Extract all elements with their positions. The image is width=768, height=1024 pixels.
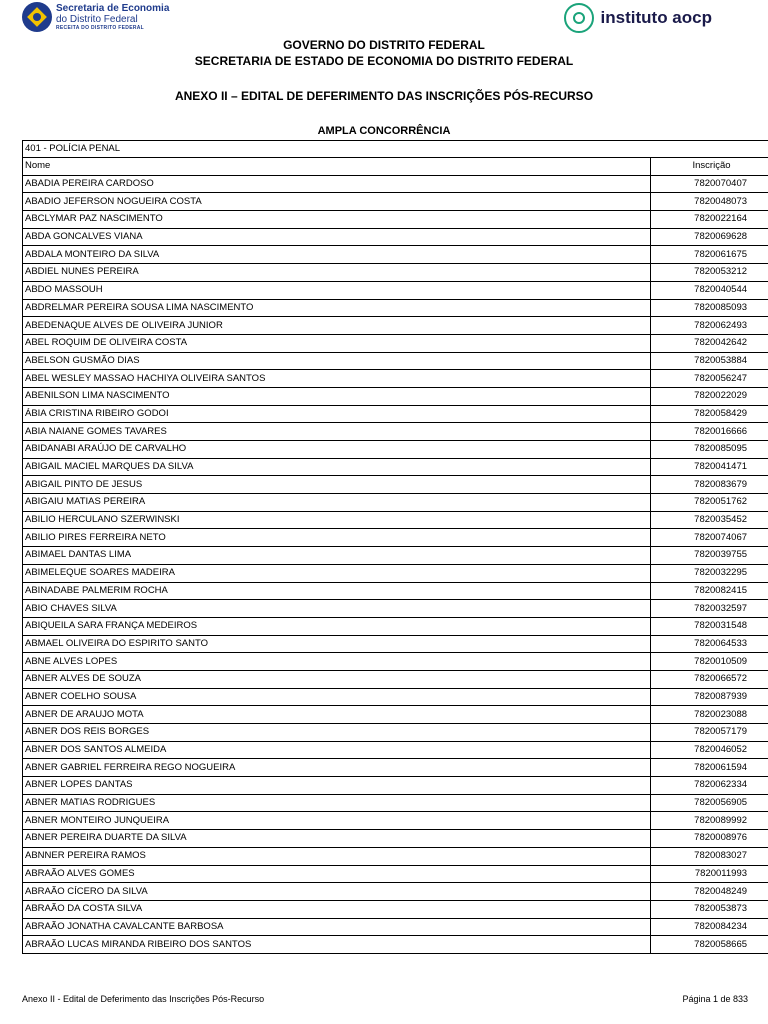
org-line3: RECEITA DO DISTRITO FEDERAL [56, 24, 145, 31]
candidate-inscricao: 7820035452 [651, 511, 768, 529]
candidate-name: ABILIO HERCULANO SZERWINSKI [23, 511, 651, 529]
candidate-name: ABIGAIL PINTO DE JESUS [23, 476, 651, 494]
header-left-logo [22, 0, 169, 34]
candidate-name: ABNE ALVES LOPES [23, 653, 651, 671]
candidate-name: ABNER ALVES DE SOUZA [23, 670, 651, 688]
title-secretariat: SECRETARIA DE ESTADO DE ECONOMIA DO DISTRITO FEDERAL [194, 54, 574, 68]
candidate-name: ABMAEL OLIVEIRA DO ESPIRITO SANTO [23, 635, 651, 653]
candidate-inscricao: 7820048073 [651, 193, 768, 211]
aocp-name: instituto aocp [600, 8, 712, 27]
table-row [23, 582, 768, 600]
table-row [23, 777, 768, 795]
table-row [23, 547, 768, 565]
table-row [23, 211, 768, 229]
candidate-inscricao: 7820008976 [651, 830, 768, 848]
candidate-inscricao: 7820046052 [651, 741, 768, 759]
table-row [23, 883, 768, 901]
candidate-inscricao: 7820061594 [651, 759, 768, 777]
table-row [23, 281, 768, 299]
candidate-name: ABIA NAIANE GOMES TAVARES [23, 423, 651, 441]
candidate-name: ABNER DOS REIS BORGES [23, 724, 651, 742]
org-name [56, 4, 169, 31]
candidate-inscricao: 7820016666 [651, 423, 768, 441]
title-category: AMPLA CONCORRÊNCIA [317, 125, 451, 137]
candidate-name: ABIGAIL MACIEL MARQUES DA SILVA [23, 458, 651, 476]
candidate-name: ABELSON GUSMÃO DIAS [23, 352, 651, 370]
candidate-inscricao: 7820022029 [651, 387, 768, 405]
table-row [23, 458, 768, 476]
table-row [23, 387, 768, 405]
candidate-name: ABDA GONCALVES VIANA [23, 228, 651, 246]
candidate-inscricao: 7820058429 [651, 405, 768, 423]
candidate-inscricao: 7820084234 [651, 918, 768, 936]
candidate-name: ABENILSON LIMA NASCIMENTO [23, 387, 651, 405]
table-row [23, 529, 768, 547]
candidate-inscricao: 7820048249 [651, 883, 768, 901]
candidate-inscricao: 7820085095 [651, 441, 768, 459]
candidate-name: ABNER PEREIRA DUARTE DA SILVA [23, 830, 651, 848]
table-row [23, 441, 768, 459]
candidate-name: ABNER MATIAS RODRIGUES [23, 794, 651, 812]
table-row [23, 511, 768, 529]
candidate-name: ABNER DE ARAUJO MOTA [23, 706, 651, 724]
table-row [23, 670, 768, 688]
candidate-inscricao: 7820062493 [651, 317, 768, 335]
candidate-name: ABIQUEILA SARA FRANÇA MEDEIROS [23, 617, 651, 635]
candidate-inscricao: 7820085093 [651, 299, 768, 317]
candidate-inscricao: 7820032295 [651, 564, 768, 582]
table-row [23, 193, 768, 211]
candidate-name: ABRAÃO JONATHA CAVALCANTE BARBOSA [23, 918, 651, 936]
candidates-table [22, 140, 768, 954]
candidate-name: ABIGAIU MATIAS PEREIRA [23, 494, 651, 512]
candidate-name: ABADIO JEFERSON NOGUEIRA COSTA [23, 193, 651, 211]
candidate-inscricao: 7820064533 [651, 635, 768, 653]
table-row [23, 264, 768, 282]
candidate-inscricao: 7820042642 [651, 334, 768, 352]
table-row [23, 334, 768, 352]
candidate-inscricao: 7820022164 [651, 211, 768, 229]
candidate-name: ABILIO PIRES FERREIRA NETO [23, 529, 651, 547]
candidate-inscricao: 7820070407 [651, 175, 768, 193]
candidate-inscricao: 7820051762 [651, 494, 768, 512]
candidate-inscricao: 7820053873 [651, 900, 768, 918]
col-header-inscricao: Inscrição [651, 158, 768, 176]
table-row [23, 600, 768, 618]
candidate-name: ABNER GABRIEL FERREIRA REGO NOGUEIRA [23, 759, 651, 777]
candidate-inscricao: 7820056247 [651, 370, 768, 388]
candidate-inscricao: 7820062334 [651, 777, 768, 795]
col-header-name: Nome [23, 158, 651, 176]
candidate-inscricao: 7820057179 [651, 724, 768, 742]
candidate-name: ABNER COELHO SOUSA [23, 688, 651, 706]
table-row [23, 352, 768, 370]
candidate-name: ABIDANABI ARAÚJO DE CARVALHO [23, 441, 651, 459]
candidate-name: ABRAÃO CÍCERO DA SILVA [23, 883, 651, 901]
candidate-inscricao: 7820053212 [651, 264, 768, 282]
candidate-inscricao: 7820061675 [651, 246, 768, 264]
table-row [23, 794, 768, 812]
candidate-name: ABDALA MONTEIRO DA SILVA [23, 246, 651, 264]
table-row [23, 741, 768, 759]
candidate-name: ABNER MONTEIRO JUNQUEIRA [23, 812, 651, 830]
candidate-name: ABDRELMAR PEREIRA SOUSA LIMA NASCIMENTO [23, 299, 651, 317]
title-government: GOVERNO DO DISTRITO FEDERAL [283, 38, 485, 52]
org-line1: Secretaria de Economia [56, 2, 170, 14]
candidate-name: ABNER DOS SANTOS ALMEIDA [23, 741, 651, 759]
candidate-inscricao: 7820082415 [651, 582, 768, 600]
candidate-name: ABRAÃO LUCAS MIRANDA RIBEIRO DOS SANTOS [23, 936, 651, 954]
candidate-inscricao: 7820058665 [651, 936, 768, 954]
table-row [23, 494, 768, 512]
table-row [23, 370, 768, 388]
section-row [23, 141, 768, 158]
table-row [23, 564, 768, 582]
candidate-inscricao: 7820066572 [651, 670, 768, 688]
candidate-name: ABNER LOPES DANTAS [23, 777, 651, 795]
table-row [23, 706, 768, 724]
table-row [23, 317, 768, 335]
candidate-name: ABDIEL NUNES PEREIRA [23, 264, 651, 282]
table-row [23, 759, 768, 777]
table-row [23, 724, 768, 742]
table-row [23, 405, 768, 423]
candidate-inscricao: 7820083679 [651, 476, 768, 494]
candidate-inscricao: 7820074067 [651, 529, 768, 547]
candidate-name: ABNNER PEREIRA RAMOS [23, 847, 651, 865]
candidate-inscricao: 7820011993 [651, 865, 768, 883]
candidate-name: ABEL WESLEY MASSAO HACHIYA OLIVEIRA SANTOS [23, 370, 651, 388]
title-annex: ANEXO II – EDITAL DE DEFERIMENTO DAS INSCRIÇÕES PÓS-RECURSO [174, 89, 594, 103]
table-row [23, 476, 768, 494]
candidate-name: ABIMAEL DANTAS LIMA [23, 547, 651, 565]
candidate-name: ABINADABE PALMERIM ROCHA [23, 582, 651, 600]
df-emblem-icon [22, 2, 52, 32]
table-row [23, 865, 768, 883]
org-line2: do Distrito Federal [56, 13, 138, 25]
table-row [23, 688, 768, 706]
table-row [23, 653, 768, 671]
candidate-inscricao: 7820023088 [651, 706, 768, 724]
candidate-inscricao: 7820041471 [651, 458, 768, 476]
candidate-name: ABEDENAQUE ALVES DE OLIVEIRA JUNIOR [23, 317, 651, 335]
candidate-inscricao: 7820069628 [651, 228, 768, 246]
table-row [23, 299, 768, 317]
candidate-name: ABIO CHAVES SILVA [23, 600, 651, 618]
candidate-name: ÁBIA CRISTINA RIBEIRO GODOI [23, 405, 651, 423]
section-label: 401 - POLÍCIA PENAL [23, 141, 768, 158]
table-row [23, 175, 768, 193]
candidate-inscricao: 7820039755 [651, 547, 768, 565]
candidate-inscricao: 7820053884 [651, 352, 768, 370]
header-row [23, 158, 768, 176]
aocp-logo-icon [564, 3, 594, 33]
candidate-name: ABDO MASSOUH [23, 281, 651, 299]
header-right-logo [564, 3, 712, 33]
candidate-inscricao: 7820089992 [651, 812, 768, 830]
candidate-inscricao: 7820031548 [651, 617, 768, 635]
candidate-name: ABEL ROQUIM DE OLIVEIRA COSTA [23, 334, 651, 352]
candidate-name: ABCLYMAR PAZ NASCIMENTO [23, 211, 651, 229]
table-row [23, 246, 768, 264]
candidate-inscricao: 7820083027 [651, 847, 768, 865]
candidate-inscricao: 7820010509 [651, 653, 768, 671]
candidate-name: ABADIA PEREIRA CARDOSO [23, 175, 651, 193]
candidate-inscricao: 7820087939 [651, 688, 768, 706]
table-row [23, 635, 768, 653]
table-row [23, 617, 768, 635]
candidate-inscricao: 7820032597 [651, 600, 768, 618]
candidate-name: ABRAÃO DA COSTA SILVA [23, 900, 651, 918]
candidate-inscricao: 7820056905 [651, 794, 768, 812]
candidate-inscricao: 7820040544 [651, 281, 768, 299]
table-row [23, 423, 768, 441]
table-row [23, 812, 768, 830]
footer-page-number: Página 1 de 833 [682, 994, 748, 1004]
table-row [23, 847, 768, 865]
table-row [23, 830, 768, 848]
table-row [23, 936, 768, 954]
table-row [23, 900, 768, 918]
table-row [23, 228, 768, 246]
candidate-name: ABRAÃO ALVES GOMES [23, 865, 651, 883]
footer-title: Anexo II - Edital de Deferimento das Inscrições Pós-Recurso [22, 994, 265, 1004]
candidate-name: ABIMELEQUE SOARES MADEIRA [23, 564, 651, 582]
table-row [23, 918, 768, 936]
